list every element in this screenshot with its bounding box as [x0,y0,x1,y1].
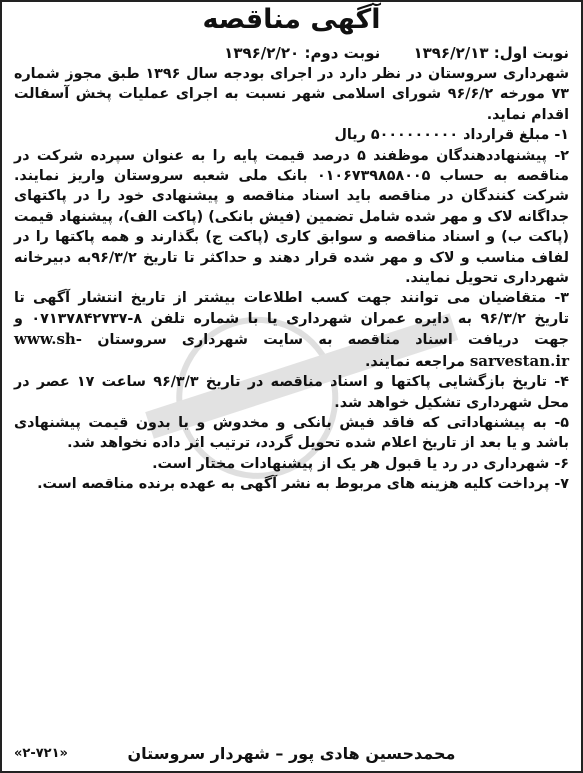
intro-paragraph: شهرداری سروستان در نظر دارد در اجرای بودجه سال ۱۳۹۶ طبق مجوز شماره ۷۳ مورخه ۹۶/۶/۲ شورای اسلامی شهر نسبت به اجرای عملیات پخش آسفالت اقدام نماید. [14,66,569,123]
round-first: نوبت اول: ۱۳۹۶/۲/۱۳ [413,44,569,62]
item-2: ۲- پیشنهاددهندگان موظفند ۵ درصد قیمت پایه را به عنوان سپرده شرکت در مناقصه به حساب ۰۱۰۶۷۳۹۸۵۸۰۰۵ بانک ملی شعبه سروستان واریز نمایند. شرکت کنندگان در مناقصه باید اسناد مناقصه و پیشنهادی خود را در پاکتهای جداگانه لاک و مهر شده شامل تضمین (فیش بانکی) (پاکت الف)، پیشنهاد قیمت (پاکت ب) و اسناد مناقصه و سوابق کاری (پاکت ج) بگذارند و همه پاکتها را در لفاف مناسب و لاک و مهر شده قرار دهند و حداکثر تا تاریخ ۹۶/۳/۲به دبیرخانه شهرداری تحویل نمایند. [14,147,569,287]
notice-title: آگهی مناقصه [202,4,381,35]
item-7: ۷- پرداخت کلیه هزینه های مربوط به نشر آگهی به عهده برنده مناقصه است. [37,476,569,493]
website-link[interactable]: www.sh-sarvestan.ir [14,330,569,370]
notice-code: «۲-۷۲۱» [14,746,68,761]
item-1: ۱- مبلغ قرارداد ۵۰۰۰۰۰۰۰۰۰ ریال [334,127,569,144]
round-second: نوبت دوم: ۱۳۹۶/۲/۲۰ [224,44,381,62]
item-3-tail: مراجعه نمایند. [364,353,465,370]
signature: محمدحسین هادی پور – شهردار سروستان [127,744,456,763]
item-5: ۵- به پیشنهاداتی که فاقد فیش بانکی و مخدوش و یا بدون قیمت پیشنهادی باشد و یا بعد از تاریخ اعلام شده تحویل گردد، ترتیب اثر داده نخواهد شد. [14,414,569,452]
notice-body [14,64,569,495]
item-3 [14,288,569,372]
item-6: ۶- شهرداری در رد یا قبول هر یک از پیشنهادات مختار است. [152,455,569,472]
item-3-text: ۳- متقاضیان می توانند جهت کسب اطلاعات بیشتر از تاریخ انتشار آگهی تا تاریخ ۹۶/۳/۲ به دایره عمران شهرداری یا با شماره تلفن ۸-۰۷۱۳۷۸۴۲۷۳۷ و جهت دریافت اسناد مناقصه به سایت شهرداری سروستان [14,290,569,349]
publication-rounds [14,44,569,64]
item-4: ۴- تاریخ بازگشایی پاکتها و اسناد مناقصه در تاریخ ۹۶/۳/۳ ساعت ۱۷ عصر در محل شهرداری تشکیل خواهد شد. [14,374,569,411]
